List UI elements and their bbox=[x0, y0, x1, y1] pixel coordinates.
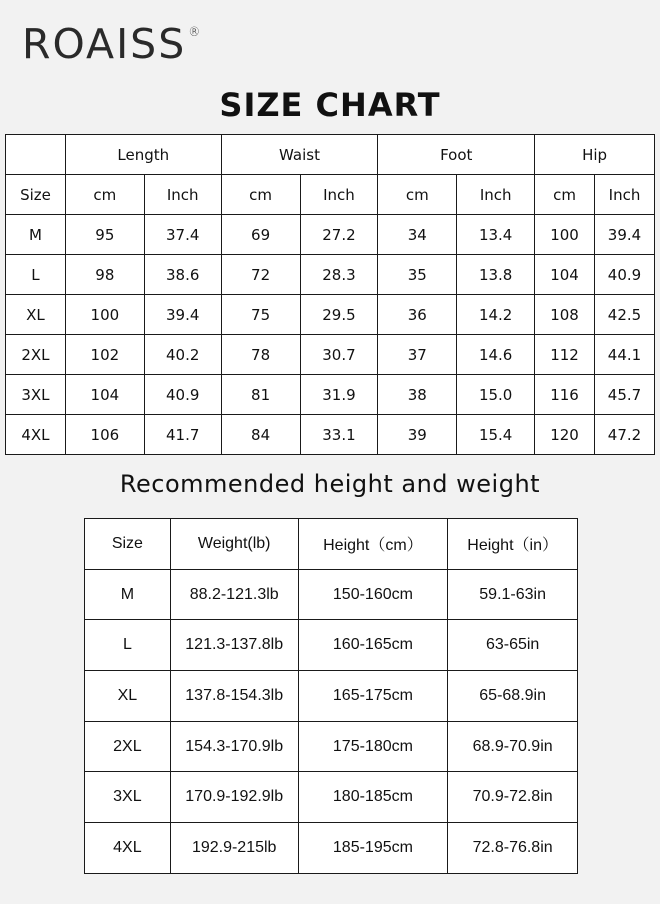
height-weight-value-cell: 72.8-76.8in bbox=[448, 823, 578, 874]
size-chart-group-header: Length bbox=[65, 135, 221, 175]
size-chart-unit-header: cm bbox=[535, 175, 595, 215]
size-chart-unit-header: cm bbox=[65, 175, 144, 215]
size-chart-value-cell: 116 bbox=[535, 375, 595, 415]
height-weight-size-cell: L bbox=[85, 620, 171, 671]
size-chart-value-cell: 72 bbox=[221, 255, 300, 295]
size-chart-row bbox=[6, 215, 655, 255]
size-chart-value-cell: 31.9 bbox=[300, 375, 378, 415]
size-chart-group-header: Hip bbox=[535, 135, 655, 175]
height-weight-row bbox=[85, 823, 578, 874]
size-chart-value-cell: 40.9 bbox=[144, 375, 221, 415]
height-weight-row bbox=[85, 620, 578, 671]
size-chart-group-header-row bbox=[6, 135, 655, 175]
size-chart-unit-header: cm bbox=[221, 175, 300, 215]
size-chart-unit-header-row bbox=[6, 175, 655, 215]
height-weight-value-cell: 88.2-121.3lb bbox=[170, 569, 298, 620]
size-chart-row bbox=[6, 335, 655, 375]
height-weight-size-cell: 4XL bbox=[85, 823, 171, 874]
height-weight-value-cell: 185-195cm bbox=[298, 823, 448, 874]
size-chart-row bbox=[6, 375, 655, 415]
brand-logo bbox=[22, 20, 203, 68]
size-chart-value-cell: 95 bbox=[65, 215, 144, 255]
size-chart-value-cell: 104 bbox=[535, 255, 595, 295]
size-chart-value-cell: 104 bbox=[65, 375, 144, 415]
size-chart-value-cell: 33.1 bbox=[300, 415, 378, 455]
height-weight-value-cell: 68.9-70.9in bbox=[448, 721, 578, 772]
size-chart-value-cell: 112 bbox=[535, 335, 595, 375]
height-weight-value-cell: 160-165cm bbox=[298, 620, 448, 671]
height-weight-header-cell: Height（in） bbox=[448, 519, 578, 570]
size-chart-value-cell: 30.7 bbox=[300, 335, 378, 375]
height-weight-row bbox=[85, 671, 578, 722]
size-chart-value-cell: 39.4 bbox=[595, 215, 655, 255]
height-weight-value-cell: 180-185cm bbox=[298, 772, 448, 823]
height-weight-value-cell: 150-160cm bbox=[298, 569, 448, 620]
height-weight-value-cell: 137.8-154.3lb bbox=[170, 671, 298, 722]
size-chart-unit-header: Inch bbox=[595, 175, 655, 215]
size-chart-group-header: Foot bbox=[378, 135, 535, 175]
size-chart-value-cell: 15.4 bbox=[457, 415, 535, 455]
size-chart-value-cell: 37.4 bbox=[144, 215, 221, 255]
size-chart-size-cell: 3XL bbox=[6, 375, 66, 415]
size-chart-size-cell: M bbox=[6, 215, 66, 255]
size-chart-value-cell: 15.0 bbox=[457, 375, 535, 415]
size-chart-value-cell: 45.7 bbox=[595, 375, 655, 415]
size-chart-value-cell: 47.2 bbox=[595, 415, 655, 455]
height-weight-table bbox=[84, 518, 578, 874]
size-chart-value-cell: 75 bbox=[221, 295, 300, 335]
height-weight-value-cell: 65-68.9in bbox=[448, 671, 578, 722]
size-chart-corner-cell bbox=[6, 135, 66, 175]
size-chart-value-cell: 78 bbox=[221, 335, 300, 375]
size-chart-unit-header: Inch bbox=[457, 175, 535, 215]
size-chart-value-cell: 41.7 bbox=[144, 415, 221, 455]
height-weight-row bbox=[85, 772, 578, 823]
height-weight-value-cell: 70.9-72.8in bbox=[448, 772, 578, 823]
height-weight-value-cell: 121.3-137.8lb bbox=[170, 620, 298, 671]
recommendation-subtitle: Recommended height and weight bbox=[119, 470, 541, 498]
height-weight-size-cell: 2XL bbox=[85, 721, 171, 772]
brand-name: ROAISS bbox=[22, 20, 187, 68]
height-weight-header-cell: Height（cm） bbox=[298, 519, 448, 570]
size-chart-row bbox=[6, 295, 655, 335]
size-chart-value-cell: 98 bbox=[65, 255, 144, 295]
size-chart-value-cell: 106 bbox=[65, 415, 144, 455]
size-chart-size-cell: L bbox=[6, 255, 66, 295]
height-weight-size-cell: 3XL bbox=[85, 772, 171, 823]
size-chart-value-cell: 108 bbox=[535, 295, 595, 335]
size-chart-value-cell: 13.4 bbox=[457, 215, 535, 255]
size-chart-value-cell: 39.4 bbox=[144, 295, 221, 335]
height-weight-value-cell: 192.9-215lb bbox=[170, 823, 298, 874]
size-chart-value-cell: 42.5 bbox=[595, 295, 655, 335]
height-weight-value-cell: 170.9-192.9lb bbox=[170, 772, 298, 823]
size-chart-value-cell: 36 bbox=[378, 295, 457, 335]
size-chart-value-cell: 29.5 bbox=[300, 295, 378, 335]
height-weight-size-cell: M bbox=[85, 569, 171, 620]
size-chart-value-cell: 44.1 bbox=[595, 335, 655, 375]
size-chart-value-cell: 39 bbox=[378, 415, 457, 455]
size-chart-row bbox=[6, 255, 655, 295]
size-chart-size-header: Size bbox=[6, 175, 66, 215]
size-chart-value-cell: 28.3 bbox=[300, 255, 378, 295]
size-chart-size-cell: 2XL bbox=[6, 335, 66, 375]
size-chart-value-cell: 120 bbox=[535, 415, 595, 455]
size-chart-unit-header: Inch bbox=[300, 175, 378, 215]
size-chart-group-header: Waist bbox=[221, 135, 378, 175]
size-chart-value-cell: 14.6 bbox=[457, 335, 535, 375]
height-weight-row bbox=[85, 721, 578, 772]
height-weight-value-cell: 165-175cm bbox=[298, 671, 448, 722]
height-weight-row bbox=[85, 569, 578, 620]
height-weight-size-cell: XL bbox=[85, 671, 171, 722]
size-chart-value-cell: 14.2 bbox=[457, 295, 535, 335]
size-chart-value-cell: 34 bbox=[378, 215, 457, 255]
size-chart-value-cell: 40.9 bbox=[595, 255, 655, 295]
height-weight-header-cell: Size bbox=[85, 519, 171, 570]
size-chart-table bbox=[5, 134, 655, 455]
registered-mark: ® bbox=[188, 25, 203, 39]
size-chart-unit-header: cm bbox=[378, 175, 457, 215]
size-chart-value-cell: 100 bbox=[535, 215, 595, 255]
size-chart-value-cell: 100 bbox=[65, 295, 144, 335]
size-chart-row bbox=[6, 415, 655, 455]
size-chart-value-cell: 13.8 bbox=[457, 255, 535, 295]
size-chart-value-cell: 37 bbox=[378, 335, 457, 375]
height-weight-header-cell: Weight(lb) bbox=[170, 519, 298, 570]
size-chart-value-cell: 40.2 bbox=[144, 335, 221, 375]
height-weight-value-cell: 175-180cm bbox=[298, 721, 448, 772]
size-chart-unit-header: Inch bbox=[144, 175, 221, 215]
page-title: SIZE CHART bbox=[219, 86, 441, 124]
size-chart-value-cell: 35 bbox=[378, 255, 457, 295]
height-weight-value-cell: 154.3-170.9lb bbox=[170, 721, 298, 772]
size-chart-value-cell: 102 bbox=[65, 335, 144, 375]
size-chart-size-cell: XL bbox=[6, 295, 66, 335]
size-chart-value-cell: 81 bbox=[221, 375, 300, 415]
height-weight-value-cell: 63-65in bbox=[448, 620, 578, 671]
size-chart-value-cell: 38.6 bbox=[144, 255, 221, 295]
size-chart-value-cell: 69 bbox=[221, 215, 300, 255]
size-chart-value-cell: 27.2 bbox=[300, 215, 378, 255]
height-weight-header-row bbox=[85, 519, 578, 570]
height-weight-value-cell: 59.1-63in bbox=[448, 569, 578, 620]
size-chart-value-cell: 84 bbox=[221, 415, 300, 455]
size-chart-size-cell: 4XL bbox=[6, 415, 66, 455]
size-chart-value-cell: 38 bbox=[378, 375, 457, 415]
